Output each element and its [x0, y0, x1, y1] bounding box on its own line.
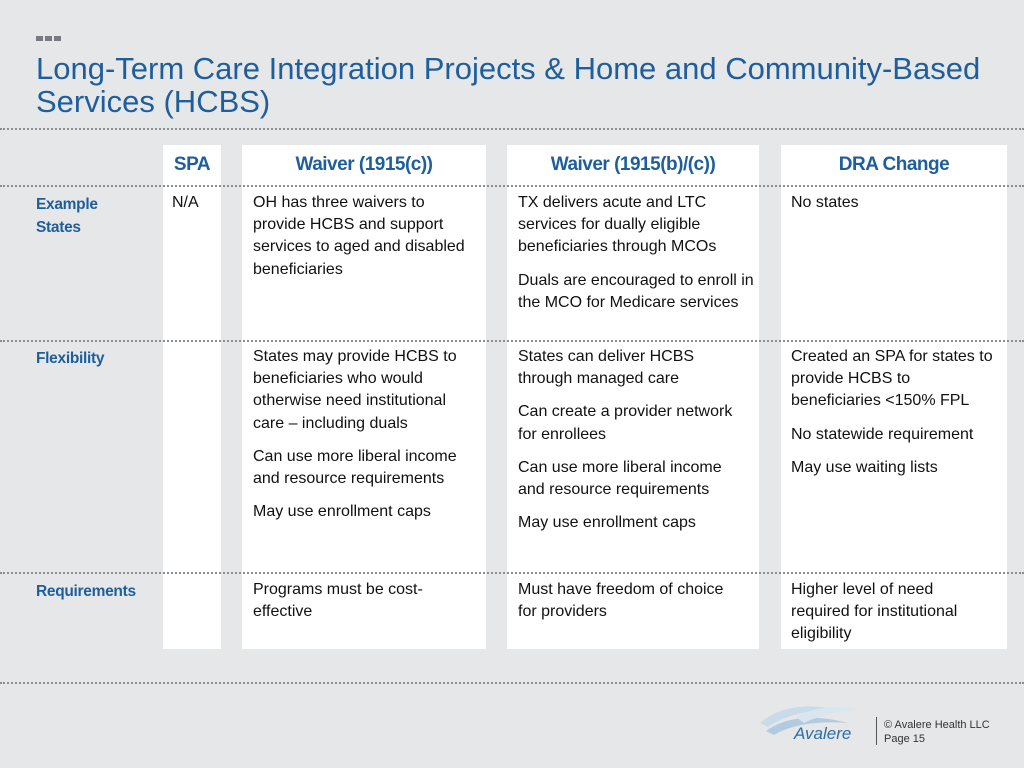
column-header-dra-change: DRA Change	[838, 154, 950, 175]
cell-text: Can create a provider network for enrollees	[518, 403, 733, 443]
title-decoration	[36, 36, 61, 41]
row-divider	[0, 572, 1024, 574]
cell-text: TX delivers acute and LTC services for dually eligible beneficiaries through MCOs	[518, 194, 717, 256]
cell-text: Can use more liberal income and resource requirements	[253, 447, 457, 488]
copyright-text: © Avalere Health LLC	[884, 719, 990, 731]
table-cell	[791, 192, 1001, 214]
cell-text: No states	[791, 194, 859, 211]
cell-text: May use enrollment caps	[518, 514, 696, 532]
row-divider	[0, 340, 1024, 342]
row-divider	[0, 185, 1024, 187]
cell-text: May use waiting lists	[791, 458, 938, 476]
page-title: Long-Term Care Integration Projects & Home and Community-Based Services (HCBS)	[36, 51, 981, 119]
cell-text: No statewide requirement	[791, 425, 974, 443]
table-cell	[518, 192, 756, 314]
table-cell	[791, 579, 996, 646]
cell-text: OH has three waivers to provide HCBS and support services to aged and disabled beneficiaries	[253, 194, 465, 278]
table-cell	[253, 579, 463, 623]
cell-text: Can use more liberal income and resource requirements	[518, 458, 722, 499]
cell-text: Duals are encouraged to enroll in the MCO for Medicare services	[518, 271, 754, 311]
table-cell	[253, 346, 481, 523]
page-number: Page 15	[884, 733, 925, 745]
row-label-example-states: Example States	[36, 196, 98, 236]
cell-text: Higher level of need required for institutional eligibility	[791, 581, 958, 643]
table-cell	[253, 192, 481, 281]
cell-text: Programs must be cost-effective	[253, 581, 423, 621]
row-label-requirements: Requirements	[36, 583, 136, 600]
cell-text: Must have freedom of choice for providers	[518, 581, 724, 621]
footer-separator	[876, 717, 877, 745]
column-header-waiver-1915c: Waiver (1915(c))	[295, 154, 433, 175]
logo-wordmark: Avalere	[794, 724, 852, 743]
cell-text: Created an SPA for states to provide HCBS to beneficiaries <150% FPL	[791, 348, 993, 410]
row-label-flexibility: Flexibility	[36, 350, 105, 367]
divider-top	[0, 128, 1024, 130]
cell-text: States may provide HCBS to beneficiaries who would otherwise need institutional care – including duals	[253, 348, 457, 432]
column-header-spa: SPA	[173, 154, 211, 175]
cell-text: May use enrollment caps	[253, 503, 431, 521]
cell-text: States can deliver HCBS through managed care	[518, 348, 695, 388]
table-cell	[172, 192, 217, 214]
divider-bottom	[0, 682, 1024, 684]
table-cell	[518, 579, 733, 623]
column-header-waiver-1915bc: Waiver (1915(b)/(c))	[550, 154, 716, 175]
cell-text: N/A	[172, 194, 199, 211]
table-cell	[518, 346, 746, 534]
table-cell	[791, 346, 996, 479]
